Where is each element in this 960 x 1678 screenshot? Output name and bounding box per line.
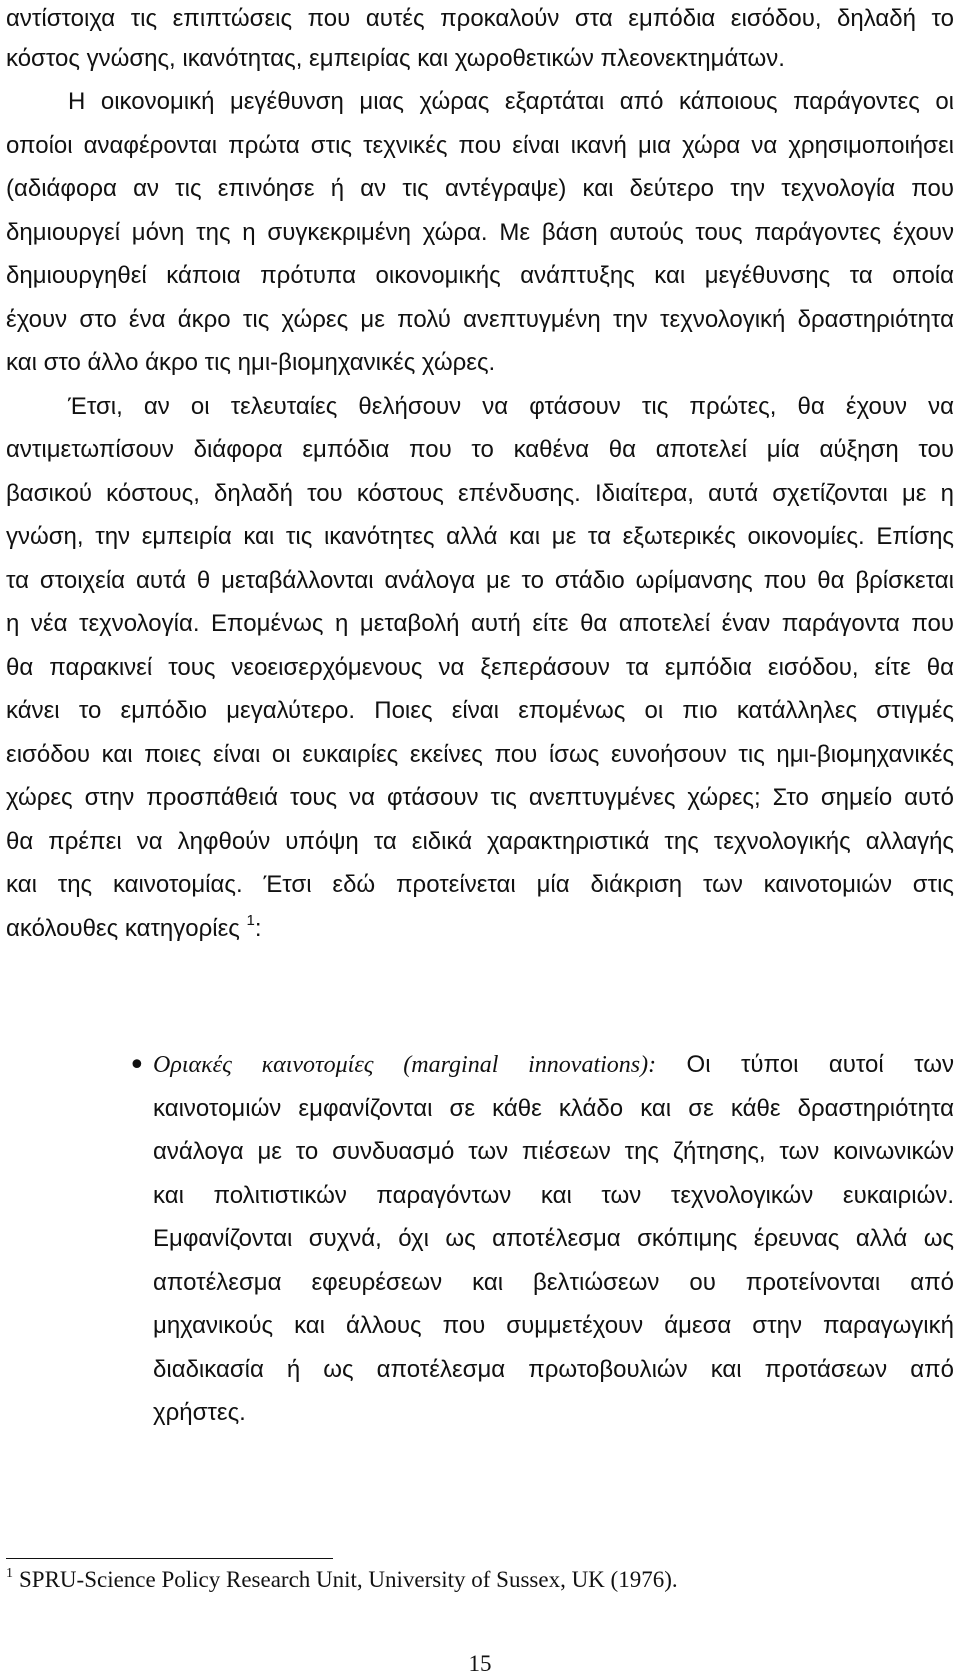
body-line: Έτσι, αν οι τελευταίες θελήσουν να φτάσουν τις πρώτες, θα έχουν να <box>68 393 954 420</box>
body-line: θα παρακινεί τους νεοεισερχόμενους να ξεπεράσουν τα εμπόδια εισόδου, είτε θα <box>6 654 954 681</box>
body-line-last <box>6 907 954 951</box>
page-number: 15 <box>468 1651 492 1676</box>
body-line: δημιουργηθεί κάποια πρότυπα οικονομικής ανάπτυξης και μεγέθυνσης τα οποία <box>6 262 954 289</box>
body-line: εισόδου και ποιες είναι οι ευκαιρίες εκείνες που ίσως ευνοήσουν τις ημι-βιομηχανικές <box>6 741 954 768</box>
body-line: γνώση, την εμπειρία και τις ικανότητες αλλά και με τα εξωτερικές οικονομίες. Επίσης <box>6 523 954 550</box>
bullet-line-last: χρήστες. <box>153 1399 246 1426</box>
bullet-line: μηχανικούς και άλλους που συμμετέχουν άμεσα στην παραγωγική <box>153 1312 954 1339</box>
body-line: η νέα τεχνολογία. Επομένως η μεταβολή αυτή είτε θα αποτελεί έναν παράγοντα που <box>6 610 954 637</box>
bullet-line: ανάλογα με το συνδυασμό των πιέσεων της ζήτησης, των κοινωνικών <box>153 1138 954 1165</box>
bullet-line-first <box>153 1043 954 1087</box>
body-line: και της καινοτομίας. Έτσι εδώ προτείνεται μία διάκριση των καινοτομιών στις <box>6 871 954 898</box>
bullet-marker: • <box>128 1048 146 1083</box>
bullet-first-rest: Οι τύποι αυτοί των <box>686 1051 954 1078</box>
body-line: χώρες στην προσπάθειά τους να φτάσουν τις ανεπτυγμένες χώρες; Στο σημείο αυτό <box>6 784 954 811</box>
body-line: έχουν στο ένα άκρο τις χώρες με πολύ ανεπτυγμένη την τεχνολογική δραστηριότητα <box>6 306 954 333</box>
body-line: δημιουργεί μόνη της η συγκεκριμένη χώρα. Με βάση αυτούς τους παράγοντες έχουν <box>6 219 954 246</box>
bullet-line: διαδικασία ή ως αποτέλεσμα πρωτοβουλιών και προτάσεων από <box>153 1356 954 1383</box>
body-line: κόστος γνώσης, ικανότητας, εμπειρίας και χωροθετικών πλεονεκτημάτων. <box>6 45 785 72</box>
footnote-number: 1 <box>6 1566 13 1581</box>
body-line: Η οικονομική μεγέθυνση μιας χώρας εξαρτάται από κάποιους παράγοντες οι <box>68 88 954 115</box>
body-line: κάνει το εμπόδιο μεγαλύτερο. Ποιες είναι επομένως οι πιο κατάλληλες στιγμές <box>6 697 954 724</box>
body-line: οποίοι αναφέρονται πρώτα στις τεχνικές που είναι ικανή μια χώρα να χρησιμοποιήσει <box>6 132 954 159</box>
footnote-text: SPRU-Science Policy Research Unit, University of Sussex, UK (1976). <box>19 1567 678 1592</box>
body-line: αντιμετωπίσουν διάφορα εμπόδια που το καθένα θα αποτελεί μία αύξηση του <box>6 436 954 463</box>
body-line-tail: : <box>254 915 262 942</box>
bullet-line: και πολιτιστικών παραγόντων και των τεχνολογικών ευκαιριών. <box>153 1182 954 1209</box>
footnote-ref: 1 <box>246 912 255 929</box>
bullet-line: καινοτομιών εμφανίζονται σε κάθε κλάδο και σε κάθε δραστηριότητα <box>153 1095 954 1122</box>
bullet-line: Εμφανίζονται συχνά, όχι ως αποτέλεσμα σκόπιμης έρευνας αλλά ως <box>153 1225 954 1252</box>
body-line: τα στοιχεία αυτά θ μεταβάλλονται ανάλογα με το στάδιο ωρίμανσης που θα βρίσκεται <box>6 567 954 594</box>
body-line: και στο άλλο άκρο τις ημι-βιομηχανικές χώρες. <box>6 349 496 376</box>
body-line: βασικού κόστους, δηλαδή του κόστους επένδυσης. Ιδιαίτερα, αυτά σχετίζονται με η <box>6 480 954 507</box>
bullet-term: Οριακές καινοτομίες (marginal innovations): <box>153 1052 657 1078</box>
body-line: θα πρέπει να ληφθούν υπόψη τα ειδικά χαρακτηριστικά της τεχνολογικής αλλαγής <box>6 828 954 855</box>
bullet-line: αποτέλεσμα εφευρέσεων και βελτιώσεων ου προτείνονται από <box>153 1269 954 1296</box>
footnote <box>6 1562 678 1598</box>
body-line: (αδιάφορα αν τις επινόησε ή αν τις αντέγραψε) και δεύτερο την τεχνολογία που <box>6 175 954 202</box>
body-line: αντίστοιχα τις επιπτώσεις που αυτές προκαλούν στα εμπόδια εισόδου, δηλαδή το <box>6 5 954 32</box>
footnote-divider <box>6 1558 333 1559</box>
body-line-text: ακόλουθες κατηγορίες <box>6 915 240 942</box>
